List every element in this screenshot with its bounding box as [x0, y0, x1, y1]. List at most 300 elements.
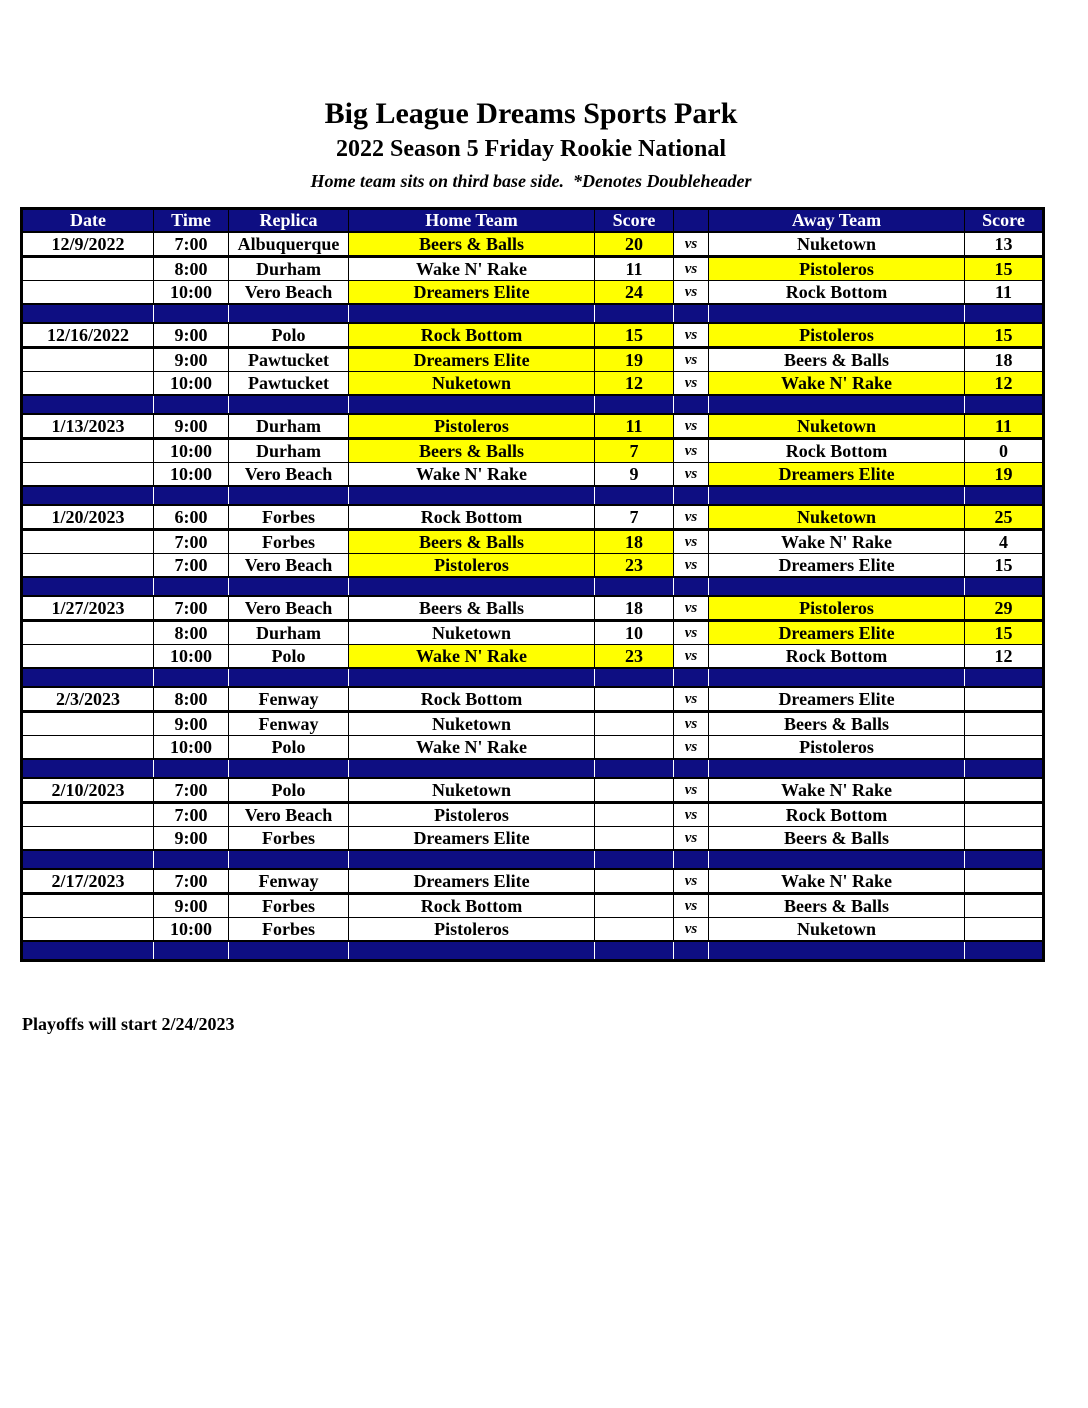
vs-cell: vs [674, 232, 709, 257]
header-cell-vs [674, 209, 709, 233]
time-cell: 9:00 [154, 712, 229, 736]
away-team-cell: Dreamers Elite [709, 687, 965, 712]
date-cell [22, 463, 154, 487]
vs-cell: vs [674, 778, 709, 803]
home-team-cell: Pistoleros [349, 803, 595, 827]
game-row [22, 803, 1044, 827]
header-cell-home-score: Score [595, 209, 674, 233]
date-cell [22, 281, 154, 305]
separator-cell [349, 668, 595, 687]
game-row [22, 645, 1044, 669]
home-team-cell: Nuketown [349, 621, 595, 645]
separator-cell [709, 941, 965, 960]
game-row [22, 918, 1044, 942]
separator-cell [154, 395, 229, 414]
separator-cell [674, 668, 709, 687]
away-team-cell: Nuketown [709, 414, 965, 439]
home-team-cell: Wake N' Rake [349, 645, 595, 669]
away-score-cell [965, 869, 1044, 894]
separator-cell [709, 304, 965, 323]
replica-cell: Durham [229, 257, 349, 281]
vs-cell: vs [674, 348, 709, 372]
separator-cell [229, 577, 349, 596]
separator-cell [674, 304, 709, 323]
separator-row [22, 850, 1044, 869]
separator-cell [22, 941, 154, 960]
time-cell: 10:00 [154, 281, 229, 305]
date-cell: 1/27/2023 [22, 596, 154, 621]
away-team-cell: Wake N' Rake [709, 778, 965, 803]
away-team-cell: Dreamers Elite [709, 621, 965, 645]
away-team-cell: Wake N' Rake [709, 372, 965, 396]
date-cell: 2/3/2023 [22, 687, 154, 712]
game-row [22, 712, 1044, 736]
separator-cell [965, 850, 1044, 869]
game-row [22, 439, 1044, 463]
replica-cell: Forbes [229, 918, 349, 942]
separator-cell [22, 486, 154, 505]
separator-cell [229, 668, 349, 687]
time-cell: 7:00 [154, 232, 229, 257]
time-cell: 8:00 [154, 687, 229, 712]
away-team-cell: Rock Bottom [709, 281, 965, 305]
separator-row [22, 395, 1044, 414]
away-team-cell: Beers & Balls [709, 712, 965, 736]
date-cell [22, 918, 154, 942]
game-row [22, 414, 1044, 439]
vs-cell: vs [674, 894, 709, 918]
home-score-cell: 23 [595, 554, 674, 578]
replica-cell: Forbes [229, 827, 349, 851]
home-team-cell: Nuketown [349, 778, 595, 803]
separator-cell [154, 668, 229, 687]
away-score-cell: 15 [965, 554, 1044, 578]
away-team-cell: Pistoleros [709, 257, 965, 281]
separator-cell [709, 759, 965, 778]
separator-cell [349, 395, 595, 414]
away-team-cell: Nuketown [709, 505, 965, 530]
time-cell: 8:00 [154, 621, 229, 645]
game-row [22, 530, 1044, 554]
separator-cell [674, 577, 709, 596]
game-row [22, 554, 1044, 578]
away-team-cell: Pistoleros [709, 596, 965, 621]
time-cell: 7:00 [154, 803, 229, 827]
game-row [22, 463, 1044, 487]
separator-cell [229, 304, 349, 323]
separator-cell [349, 577, 595, 596]
away-team-cell: Pistoleros [709, 736, 965, 760]
game-row [22, 372, 1044, 396]
away-team-cell: Wake N' Rake [709, 869, 965, 894]
home-score-cell: 24 [595, 281, 674, 305]
replica-cell: Pawtucket [229, 348, 349, 372]
separator-cell [154, 577, 229, 596]
date-cell [22, 257, 154, 281]
date-cell: 12/9/2022 [22, 232, 154, 257]
home-team-cell: Dreamers Elite [349, 869, 595, 894]
home-team-cell: Dreamers Elite [349, 827, 595, 851]
separator-cell [154, 759, 229, 778]
away-team-cell: Nuketown [709, 918, 965, 942]
away-score-cell [965, 827, 1044, 851]
home-team-cell: Nuketown [349, 372, 595, 396]
game-row [22, 281, 1044, 305]
home-team-cell: Pistoleros [349, 554, 595, 578]
separator-cell [965, 577, 1044, 596]
home-score-cell [595, 778, 674, 803]
header-cell-home-team: Home Team [349, 209, 595, 233]
replica-cell: Polo [229, 778, 349, 803]
vs-cell: vs [674, 554, 709, 578]
game-row [22, 348, 1044, 372]
away-score-cell: 19 [965, 463, 1044, 487]
replica-cell: Vero Beach [229, 803, 349, 827]
page-title: Big League Dreams Sports Park [324, 97, 738, 130]
home-team-cell: Rock Bottom [349, 687, 595, 712]
date-cell [22, 554, 154, 578]
home-score-cell [595, 712, 674, 736]
away-score-cell: 12 [965, 645, 1044, 669]
home-score-cell [595, 827, 674, 851]
separator-cell [674, 941, 709, 960]
time-cell: 7:00 [154, 869, 229, 894]
time-cell: 9:00 [154, 348, 229, 372]
replica-cell: Forbes [229, 505, 349, 530]
date-cell [22, 530, 154, 554]
game-row [22, 232, 1044, 257]
header-cell-away-score: Score [965, 209, 1044, 233]
vs-cell: vs [674, 736, 709, 760]
home-score-cell [595, 918, 674, 942]
away-score-cell: 15 [965, 621, 1044, 645]
away-score-cell [965, 894, 1044, 918]
away-team-cell: Rock Bottom [709, 439, 965, 463]
home-team-note: Home team sits on third base side. *Denotes Doubleheader [310, 171, 752, 191]
separator-cell [965, 759, 1044, 778]
separator-cell [965, 941, 1044, 960]
away-team-cell: Wake N' Rake [709, 530, 965, 554]
separator-cell [349, 304, 595, 323]
date-cell: 2/10/2023 [22, 778, 154, 803]
vs-cell: vs [674, 530, 709, 554]
home-team-cell: Beers & Balls [349, 596, 595, 621]
separator-cell [709, 395, 965, 414]
date-cell: 1/20/2023 [22, 505, 154, 530]
separator-cell [154, 941, 229, 960]
date-cell [22, 894, 154, 918]
separator-cell [22, 759, 154, 778]
separator-cell [22, 577, 154, 596]
separator-cell [709, 850, 965, 869]
home-team-cell: Pistoleros [349, 918, 595, 942]
date-cell [22, 348, 154, 372]
separator-row [22, 304, 1044, 323]
away-score-cell: 11 [965, 414, 1044, 439]
schedule-table-body [22, 232, 1044, 960]
date-cell [22, 372, 154, 396]
separator-cell [965, 668, 1044, 687]
separator-cell [229, 941, 349, 960]
header-cell-date: Date [22, 209, 154, 233]
separator-cell [709, 486, 965, 505]
away-team-cell: Nuketown [709, 232, 965, 257]
replica-cell: Fenway [229, 712, 349, 736]
date-cell [22, 827, 154, 851]
away-team-cell: Dreamers Elite [709, 554, 965, 578]
separator-cell [229, 759, 349, 778]
away-team-cell: Rock Bottom [709, 803, 965, 827]
home-team-cell: Wake N' Rake [349, 257, 595, 281]
date-cell [22, 621, 154, 645]
separator-cell [965, 395, 1044, 414]
replica-cell: Fenway [229, 687, 349, 712]
time-cell: 10:00 [154, 645, 229, 669]
away-score-cell: 0 [965, 439, 1044, 463]
home-team-cell: Pistoleros [349, 414, 595, 439]
replica-cell: Vero Beach [229, 463, 349, 487]
vs-cell: vs [674, 281, 709, 305]
time-cell: 7:00 [154, 778, 229, 803]
away-score-cell [965, 803, 1044, 827]
playoffs-note: Playoffs will start 2/24/2023 [22, 1014, 235, 1034]
game-row [22, 778, 1044, 803]
replica-cell: Fenway [229, 869, 349, 894]
separator-cell [595, 759, 674, 778]
time-cell: 10:00 [154, 463, 229, 487]
replica-cell: Polo [229, 323, 349, 348]
time-cell: 10:00 [154, 372, 229, 396]
separator-cell [965, 486, 1044, 505]
replica-cell: Forbes [229, 530, 349, 554]
game-row [22, 894, 1044, 918]
time-cell: 6:00 [154, 505, 229, 530]
vs-cell: vs [674, 687, 709, 712]
date-cell [22, 439, 154, 463]
away-team-cell: Beers & Balls [709, 827, 965, 851]
game-row [22, 257, 1044, 281]
time-cell: 7:00 [154, 554, 229, 578]
vs-cell: vs [674, 439, 709, 463]
vs-cell: vs [674, 414, 709, 439]
header-cell-replica: Replica [229, 209, 349, 233]
game-row [22, 621, 1044, 645]
date-cell [22, 645, 154, 669]
home-score-cell: 19 [595, 348, 674, 372]
replica-cell: Forbes [229, 894, 349, 918]
away-score-cell [965, 778, 1044, 803]
vs-cell: vs [674, 803, 709, 827]
page-subtitle: 2022 Season 5 Friday Rookie National [335, 136, 727, 162]
replica-cell: Polo [229, 645, 349, 669]
date-cell [22, 803, 154, 827]
replica-cell: Durham [229, 621, 349, 645]
separator-cell [349, 486, 595, 505]
game-row [22, 827, 1044, 851]
away-score-cell: 18 [965, 348, 1044, 372]
time-cell: 9:00 [154, 894, 229, 918]
separator-cell [22, 304, 154, 323]
separator-row [22, 668, 1044, 687]
home-score-cell [595, 803, 674, 827]
time-cell: 10:00 [154, 736, 229, 760]
away-team-cell: Beers & Balls [709, 894, 965, 918]
vs-cell: vs [674, 918, 709, 942]
away-team-cell: Rock Bottom [709, 645, 965, 669]
separator-cell [349, 850, 595, 869]
vs-cell: vs [674, 372, 709, 396]
home-team-cell: Beers & Balls [349, 530, 595, 554]
vs-cell: vs [674, 257, 709, 281]
away-score-cell [965, 712, 1044, 736]
replica-cell: Vero Beach [229, 281, 349, 305]
separator-cell [595, 486, 674, 505]
home-team-cell: Beers & Balls [349, 439, 595, 463]
vs-cell: vs [674, 621, 709, 645]
home-team-cell: Rock Bottom [349, 894, 595, 918]
time-cell: 10:00 [154, 918, 229, 942]
away-score-cell [965, 736, 1044, 760]
away-team-cell: Beers & Balls [709, 348, 965, 372]
away-score-cell: 13 [965, 232, 1044, 257]
vs-cell: vs [674, 827, 709, 851]
vs-cell: vs [674, 323, 709, 348]
away-score-cell: 29 [965, 596, 1044, 621]
time-cell: 8:00 [154, 257, 229, 281]
separator-cell [229, 850, 349, 869]
schedule-table [20, 207, 1045, 962]
separator-cell [229, 395, 349, 414]
home-team-cell: Rock Bottom [349, 505, 595, 530]
separator-cell [674, 486, 709, 505]
separator-cell [229, 486, 349, 505]
home-team-cell: Wake N' Rake [349, 736, 595, 760]
vs-cell: vs [674, 463, 709, 487]
home-score-cell [595, 894, 674, 918]
replica-cell: Albuquerque [229, 232, 349, 257]
home-score-cell: 18 [595, 596, 674, 621]
separator-cell [349, 941, 595, 960]
game-row [22, 736, 1044, 760]
separator-cell [674, 850, 709, 869]
home-score-cell: 7 [595, 439, 674, 463]
separator-cell [965, 304, 1044, 323]
separator-cell [709, 577, 965, 596]
separator-cell [595, 941, 674, 960]
header-cell-time: Time [154, 209, 229, 233]
away-score-cell: 15 [965, 323, 1044, 348]
home-score-cell [595, 736, 674, 760]
game-row [22, 505, 1044, 530]
away-score-cell [965, 687, 1044, 712]
game-row [22, 323, 1044, 348]
away-score-cell: 4 [965, 530, 1044, 554]
date-cell [22, 712, 154, 736]
vs-cell: vs [674, 596, 709, 621]
away-score-cell: 12 [965, 372, 1044, 396]
separator-cell [349, 759, 595, 778]
time-cell: 9:00 [154, 323, 229, 348]
away-score-cell: 15 [965, 257, 1044, 281]
separator-cell [595, 850, 674, 869]
vs-cell: vs [674, 869, 709, 894]
game-row [22, 596, 1044, 621]
replica-cell: Polo [229, 736, 349, 760]
home-team-cell: Wake N' Rake [349, 463, 595, 487]
separator-cell [154, 850, 229, 869]
separator-cell [674, 759, 709, 778]
date-cell: 1/13/2023 [22, 414, 154, 439]
schedule-table-container [20, 207, 1042, 962]
separator-cell [595, 395, 674, 414]
time-cell: 9:00 [154, 827, 229, 851]
time-cell: 7:00 [154, 596, 229, 621]
away-score-cell [965, 918, 1044, 942]
separator-cell [22, 668, 154, 687]
page-header [20, 96, 1042, 192]
away-score-cell: 11 [965, 281, 1044, 305]
home-team-cell: Dreamers Elite [349, 281, 595, 305]
vs-cell: vs [674, 645, 709, 669]
replica-cell: Vero Beach [229, 596, 349, 621]
game-row [22, 869, 1044, 894]
time-cell: 9:00 [154, 414, 229, 439]
away-score-cell: 25 [965, 505, 1044, 530]
time-cell: 10:00 [154, 439, 229, 463]
header-cell-away-team: Away Team [709, 209, 965, 233]
home-score-cell: 18 [595, 530, 674, 554]
table-header-row [22, 209, 1044, 233]
away-team-cell: Pistoleros [709, 323, 965, 348]
home-team-cell: Dreamers Elite [349, 348, 595, 372]
home-team-cell: Beers & Balls [349, 232, 595, 257]
separator-cell [22, 850, 154, 869]
home-score-cell [595, 687, 674, 712]
separator-cell [154, 304, 229, 323]
separator-cell [674, 395, 709, 414]
date-cell [22, 736, 154, 760]
separator-row [22, 941, 1044, 960]
separator-cell [154, 486, 229, 505]
separator-row [22, 486, 1044, 505]
home-score-cell: 11 [595, 257, 674, 281]
home-score-cell: 10 [595, 621, 674, 645]
home-score-cell: 20 [595, 232, 674, 257]
away-team-cell: Dreamers Elite [709, 463, 965, 487]
separator-row [22, 759, 1044, 778]
separator-cell [595, 304, 674, 323]
separator-cell [709, 668, 965, 687]
separator-cell [22, 395, 154, 414]
replica-cell: Pawtucket [229, 372, 349, 396]
home-score-cell: 11 [595, 414, 674, 439]
home-team-cell: Nuketown [349, 712, 595, 736]
home-score-cell [595, 869, 674, 894]
replica-cell: Vero Beach [229, 554, 349, 578]
separator-row [22, 577, 1044, 596]
home-score-cell: 15 [595, 323, 674, 348]
home-team-cell: Rock Bottom [349, 323, 595, 348]
time-cell: 7:00 [154, 530, 229, 554]
game-row [22, 687, 1044, 712]
home-score-cell: 23 [595, 645, 674, 669]
home-score-cell: 7 [595, 505, 674, 530]
separator-cell [595, 668, 674, 687]
home-score-cell: 9 [595, 463, 674, 487]
replica-cell: Durham [229, 439, 349, 463]
vs-cell: vs [674, 505, 709, 530]
replica-cell: Durham [229, 414, 349, 439]
